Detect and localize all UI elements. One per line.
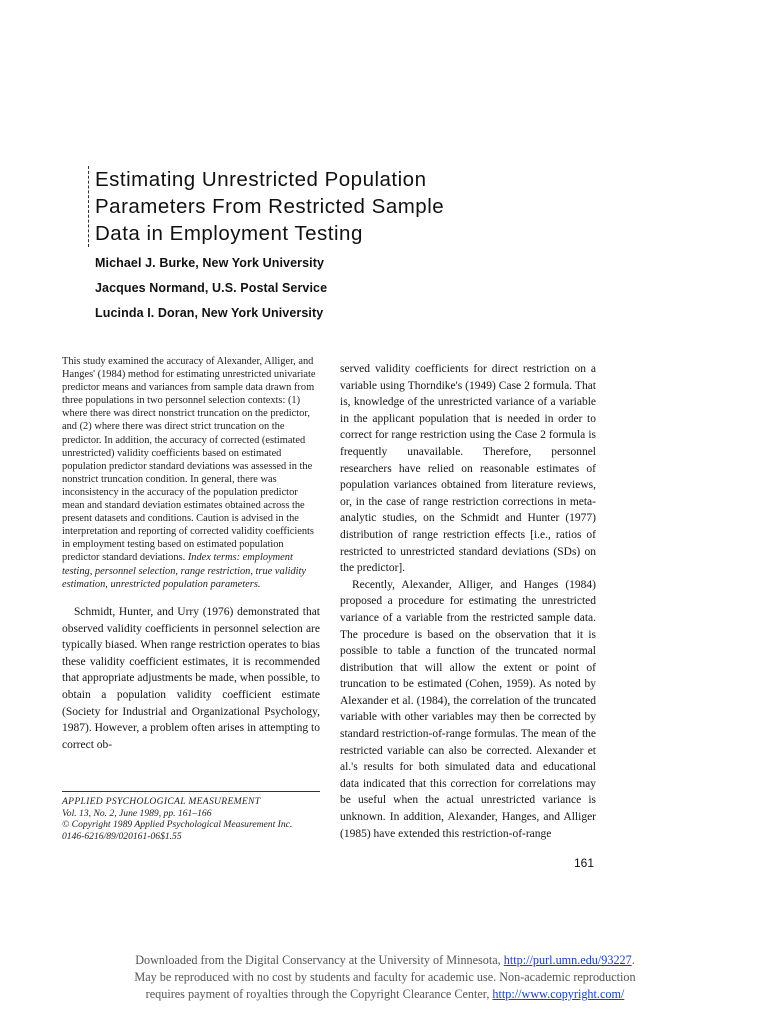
title-line: Data in Employment Testing bbox=[95, 222, 363, 245]
article-title bbox=[95, 166, 535, 247]
journal-code: 0146-6216/89/020161-06$1.55 bbox=[62, 831, 182, 843]
notice-text: requires payment of royalties through the Copyright Clearance Center, bbox=[145, 987, 490, 1001]
author-doran: Lucinda I. Doran, New York University bbox=[95, 306, 324, 320]
abstract bbox=[62, 355, 316, 591]
body-paragraph: Schmidt, Hunter, and Urry (1976) demonstrated that observed validity coefficients in personnel selection are typically biased. When range restriction operates to bias these validity coefficient estimates, it is recommended that appropriate adjustments be made, when possible, to obtain a population validity coefficient estimate (Society for Industrial and Organizational Psychology, 1987). However, a problem often arises in attempting to correct ob- bbox=[62, 606, 320, 751]
title-block bbox=[88, 166, 535, 247]
abstract-text: This study examined the accuracy of Alexander, Alliger, and Hanges' (1984) method for estimating unrestricted univariate predictor means and variances from sample data drawn from three populations in two personnel selection contexts: (1) where there was direct nonstrict truncation on the predictor, and (2) where there was direct strict truncation on the predictor. In addition, the accuracy of corrected (estimated unrestricted) validity coefficients based on estimated population predictor standard deviations was assessed in the nonstrict truncation condition. In general, there was inconsistency in the accuracy of the population predictor mean and standard deviation estimates obtained across the present datasets and conditions. Caution is advised in the interpretation and reporting of corrected validity coefficients in employment testing based on estimated population predictor standard deviations. bbox=[62, 356, 316, 564]
body-paragraph: Recently, Alexander, Alliger, and Hanges (1984) proposed a procedure for estimating the unrestricted variance of a variable from the restricted sample data. The procedure is based on the observation that it is possible to table a function of the truncated normal distribution that will allow the extent or point of truncation to be estimated (Cohen, 1959). As noted by Alexander et al. (1984), the correlation of the truncated variable with other variables may then be corrected by standard restriction-of-range formulas. The mean of the restricted variable can also be corrected. Alexander et al.'s results for both simulated data and educational data indicated that this correction for correlations may be useful when the actual unrestricted variance is unknown. In addition, Alexander, Hanges, and Alliger (1985) have extended this restriction-of-range bbox=[340, 578, 596, 840]
index-terms: Index terms: employment testing, personnel selection, range restriction, true validity estimation, unrestricted population parameters. bbox=[62, 552, 307, 590]
conservancy-link[interactable]: http://purl.umn.edu/93227 bbox=[503, 953, 632, 967]
page-number: 161 bbox=[574, 856, 595, 870]
notice-text: Downloaded from the Digital Conservancy at the University of Minnesota, bbox=[135, 953, 501, 967]
author-burke: Michael J. Burke, New York University bbox=[95, 256, 325, 270]
journal-name: APPLIED PSYCHOLOGICAL MEASUREMENT bbox=[62, 796, 261, 807]
body-left-column bbox=[62, 604, 320, 753]
notice-line-3 bbox=[80, 986, 690, 1003]
journal-copyright: © Copyright 1989 Applied Psychological Measurement Inc. bbox=[62, 819, 293, 831]
copyright-link[interactable]: http://www.copyright.com/ bbox=[492, 987, 625, 1001]
journal-issue: Vol. 13, No. 2, June 1989, pp. 161–166 bbox=[62, 807, 212, 819]
body-paragraph: served validity coefficients for direct restriction on a variable using Thorndike's (1949) Case 2 formula. That is, knowledge of the unrestricted variance of a variable in the applicant population that is needed in order to correct for range restriction using the Case 2 formula is frequently unavailable. Therefore, personnel researchers have relied on reasonable estimates of population variances obtained from literature reviews, or, in the case of range restriction corrections in meta-analytic studies, on the Schmidt and Hunter (1977) distribution of range restriction effects [i.e., ratios of restricted to unrestricted standard deviations (SDs) on the predictor]. bbox=[340, 363, 596, 575]
notice-line-2: May be reproduced with no cost by students and faculty for academic use. Non-academic reproduction bbox=[134, 970, 636, 984]
notice-line-1 bbox=[80, 952, 690, 969]
author-normand: Jacques Normand, U.S. Postal Service bbox=[95, 281, 328, 295]
notice-period: . bbox=[631, 953, 635, 967]
title-line: Parameters From Restricted Sample bbox=[95, 195, 445, 218]
body-right-column bbox=[340, 361, 596, 842]
journal-footnote bbox=[62, 791, 320, 843]
title-line: Estimating Unrestricted Population bbox=[95, 168, 427, 191]
download-notice bbox=[80, 952, 690, 1003]
